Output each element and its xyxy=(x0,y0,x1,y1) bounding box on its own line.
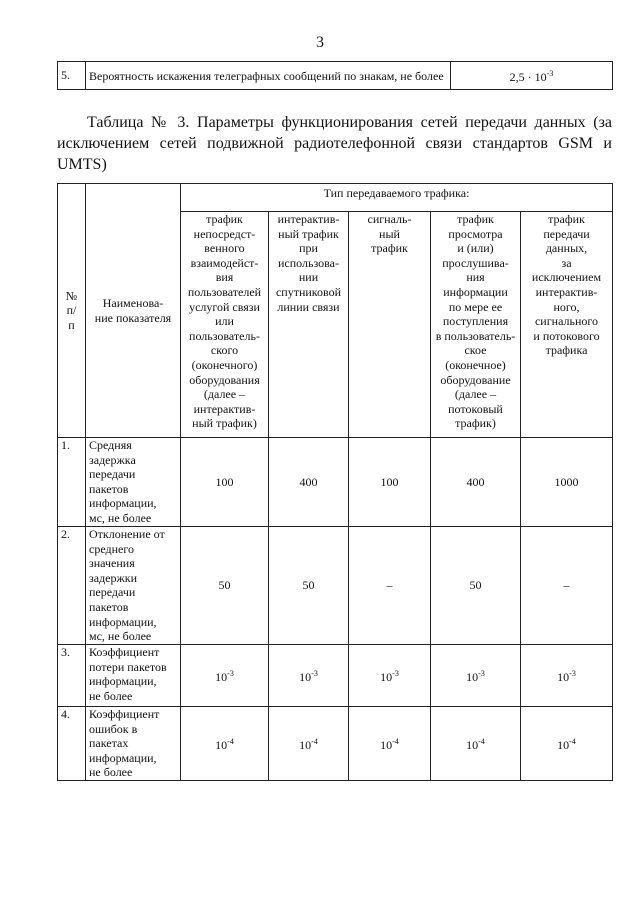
row-number: 1. xyxy=(58,438,86,527)
table-row xyxy=(58,527,613,645)
cell xyxy=(521,645,613,707)
cell: – xyxy=(349,527,431,645)
base: 10 xyxy=(299,737,312,752)
row-number: 5. xyxy=(58,62,86,90)
cell xyxy=(349,645,431,707)
header-type: трафик передачи данных, за исключением интерактив- ного, сигнального и потокового трафика xyxy=(521,212,613,438)
cell xyxy=(269,707,349,781)
row-number: 3. xyxy=(58,645,86,707)
exp: -4 xyxy=(478,736,485,746)
exp: -3 xyxy=(392,668,399,678)
header-type: трафик непосредст- венного взаимодейст- вия пользователей услугой связи или пользователь- ского (оконечного) оборудования (далее – интерактив- ный трафик) xyxy=(181,212,269,438)
base: 10 xyxy=(466,737,479,752)
cell xyxy=(181,707,269,781)
row-name: Средняя задержка передачи пакетов информации, мс, не более xyxy=(86,438,181,527)
exp: -3 xyxy=(569,668,576,678)
base: 10 xyxy=(299,669,312,684)
cell xyxy=(269,645,349,707)
exp: -4 xyxy=(227,736,234,746)
base: 10 xyxy=(557,669,570,684)
cell: – xyxy=(521,527,613,645)
table-title: Таблица № 3. Параметры функционирования сетей передачи данных (за исключением сетей подвижной радиотелефонной связи стандартов GSM и UMTS) xyxy=(57,114,612,173)
cell xyxy=(181,645,269,707)
cell: 100 xyxy=(181,438,269,527)
cell: 100 xyxy=(349,438,431,527)
cell: 400 xyxy=(269,438,349,527)
cell: 1000 xyxy=(521,438,613,527)
table-row xyxy=(58,645,613,707)
header-name: Наименова- ние показателя xyxy=(86,184,181,438)
row-name: Отклонение от среднего значения задержки передачи пакетов информации, мс, не более xyxy=(86,527,181,645)
table-row xyxy=(58,62,613,90)
exp: -3 xyxy=(478,668,485,678)
row-name: Коэффициент ошибок в пакетах информации, не более xyxy=(86,707,181,781)
table-row xyxy=(58,707,613,781)
cell xyxy=(349,707,431,781)
previous-table xyxy=(57,61,613,90)
exp: -3 xyxy=(227,668,234,678)
row-number: 2. xyxy=(58,527,86,645)
exp: -4 xyxy=(311,736,318,746)
cell xyxy=(431,645,521,707)
cell: 400 xyxy=(431,438,521,527)
base: 10 xyxy=(466,669,479,684)
row-value xyxy=(451,62,613,90)
header-num: № п/ п xyxy=(58,184,86,438)
header-type: сигналь- ный трафик xyxy=(349,212,431,438)
page-number: 3 xyxy=(316,34,324,51)
cell xyxy=(431,707,521,781)
cell: 50 xyxy=(431,527,521,645)
exp: -3 xyxy=(311,668,318,678)
header-traffic-type: Тип передаваемого трафика: xyxy=(181,184,613,212)
row-name: Вероятность искажения телеграфных сообщений по знакам, не более xyxy=(86,62,451,90)
row-number: 4. xyxy=(58,707,86,781)
header-type: интерактив- ный трафик при использова- нии спутниковой линии связи xyxy=(269,212,349,438)
header-type: трафик просмотра и (или) прослушива- ния информации по мере ее поступления в пользователь- ское (оконечное) оборудование (далее – потоковый трафик) xyxy=(431,212,521,438)
parameters-table xyxy=(57,183,613,781)
value-base: 2,5 · 10 xyxy=(509,69,547,84)
cell: 50 xyxy=(181,527,269,645)
table-row xyxy=(58,438,613,527)
base: 10 xyxy=(380,737,393,752)
cell: 50 xyxy=(269,527,349,645)
exp: -4 xyxy=(569,736,576,746)
base: 10 xyxy=(215,669,228,684)
base: 10 xyxy=(215,737,228,752)
cell xyxy=(521,707,613,781)
row-name: Коэффициент потери пакетов информации, не более xyxy=(86,645,181,707)
value-exp: -3 xyxy=(546,68,554,78)
base: 10 xyxy=(557,737,570,752)
base: 10 xyxy=(380,669,393,684)
exp: -4 xyxy=(392,736,399,746)
